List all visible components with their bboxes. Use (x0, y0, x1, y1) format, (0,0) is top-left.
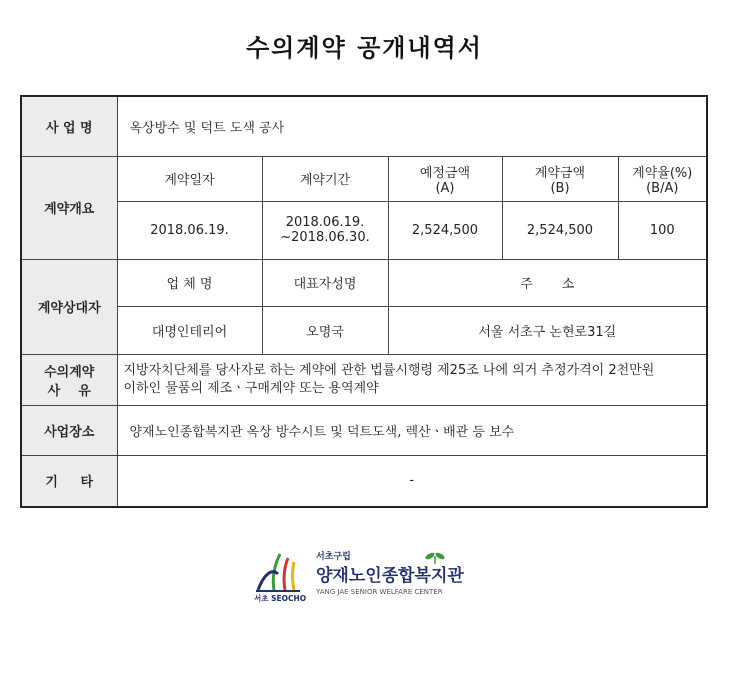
logo-baseline (256, 590, 300, 592)
estimated-amount-value: 2,524,500 (388, 201, 502, 259)
contract-amount-header-title: 계약금액 (534, 165, 586, 181)
counterparty-header-row (21, 259, 707, 306)
contract-overview-label: 계약개요 (21, 156, 117, 259)
reason-text-line1: 지방자치단체를 당사자로 하는 계약에 관한 법률시행령 제25조 나에 의거 추정가격이 2천만원 (123, 362, 655, 378)
estimated-amount-header (388, 156, 502, 201)
welfare-center-logo (254, 548, 484, 604)
page-title: 수의계약 공개내역서 (245, 34, 483, 62)
logo-arc-red (284, 558, 288, 590)
reason-label-line1: 수의계약 (44, 364, 95, 380)
location-label: 사업장소 (21, 405, 117, 455)
reason-row (21, 354, 707, 405)
contract-date-value: 2018.06.19. (117, 201, 262, 259)
reason-text-line2: 이하인 물품의 제조ㆍ구매계약 또는 용역계약 (123, 380, 379, 396)
counterparty-value-row (21, 306, 707, 354)
logo-name-text: 양재노인종합복지관 (316, 566, 464, 586)
contract-period-header: 계약기간 (262, 156, 388, 201)
project-value: 옥상방수 및 덕트 도색 공사 (117, 96, 707, 156)
other-value: - (117, 455, 707, 507)
other-label: 기 타 (21, 455, 117, 507)
logo-emblem-icon (254, 548, 484, 604)
logo-small-text: 서초구립 (316, 552, 351, 562)
estimated-amount-header-sub: (A) (435, 180, 455, 196)
contract-rate-value: 100 (618, 201, 707, 259)
contract-amount-header-sub: (B) (550, 180, 570, 196)
logo-sprout-icon (424, 551, 445, 564)
contract-period-value (262, 201, 388, 259)
location-row (21, 405, 707, 455)
address-header: 주 소 (388, 259, 707, 306)
location-value: 양재노인종합복지관 옥상 방수시트 및 덕트도색, 렉산ㆍ배관 등 보수 (117, 405, 707, 455)
project-label: 사 업 명 (21, 96, 117, 156)
contract-disclosure-table (20, 95, 708, 508)
logo-arc-yellow (293, 562, 295, 590)
representative-value: 오명국 (262, 306, 388, 354)
contract-rate-header-title: 계약율(%) (632, 165, 693, 181)
logo-english-text: YANG JAE SENIOR WELFARE CENTER (316, 588, 443, 596)
other-row (21, 455, 707, 507)
contract-overview-header-row (21, 156, 707, 201)
reason-label-line2: 사 유 (47, 383, 91, 399)
contract-period-end: ~2018.06.30. (280, 230, 370, 245)
reason-label (21, 354, 117, 405)
logo-district-text: 서초 SEOCHO (254, 594, 307, 603)
contract-amount-value: 2,524,500 (502, 201, 618, 259)
estimated-amount-header-title: 예정금액 (419, 165, 471, 181)
contract-date-header: 계약일자 (117, 156, 262, 201)
contract-rate-header (618, 156, 707, 201)
address-value: 서울 서초구 논현로31길 (388, 306, 707, 354)
company-name-header: 업 체 명 (117, 259, 262, 306)
counterparty-label: 계약상대자 (21, 259, 117, 354)
contract-rate-header-sub: (B/A) (646, 180, 679, 196)
contract-amount-header (502, 156, 618, 201)
representative-header: 대표자성명 (262, 259, 388, 306)
reason-text (117, 354, 707, 405)
contract-period-start: 2018.06.19. (285, 215, 365, 230)
project-row (21, 96, 707, 156)
company-name-value: 대명인테리어 (117, 306, 262, 354)
contract-overview-value-row (21, 201, 707, 259)
